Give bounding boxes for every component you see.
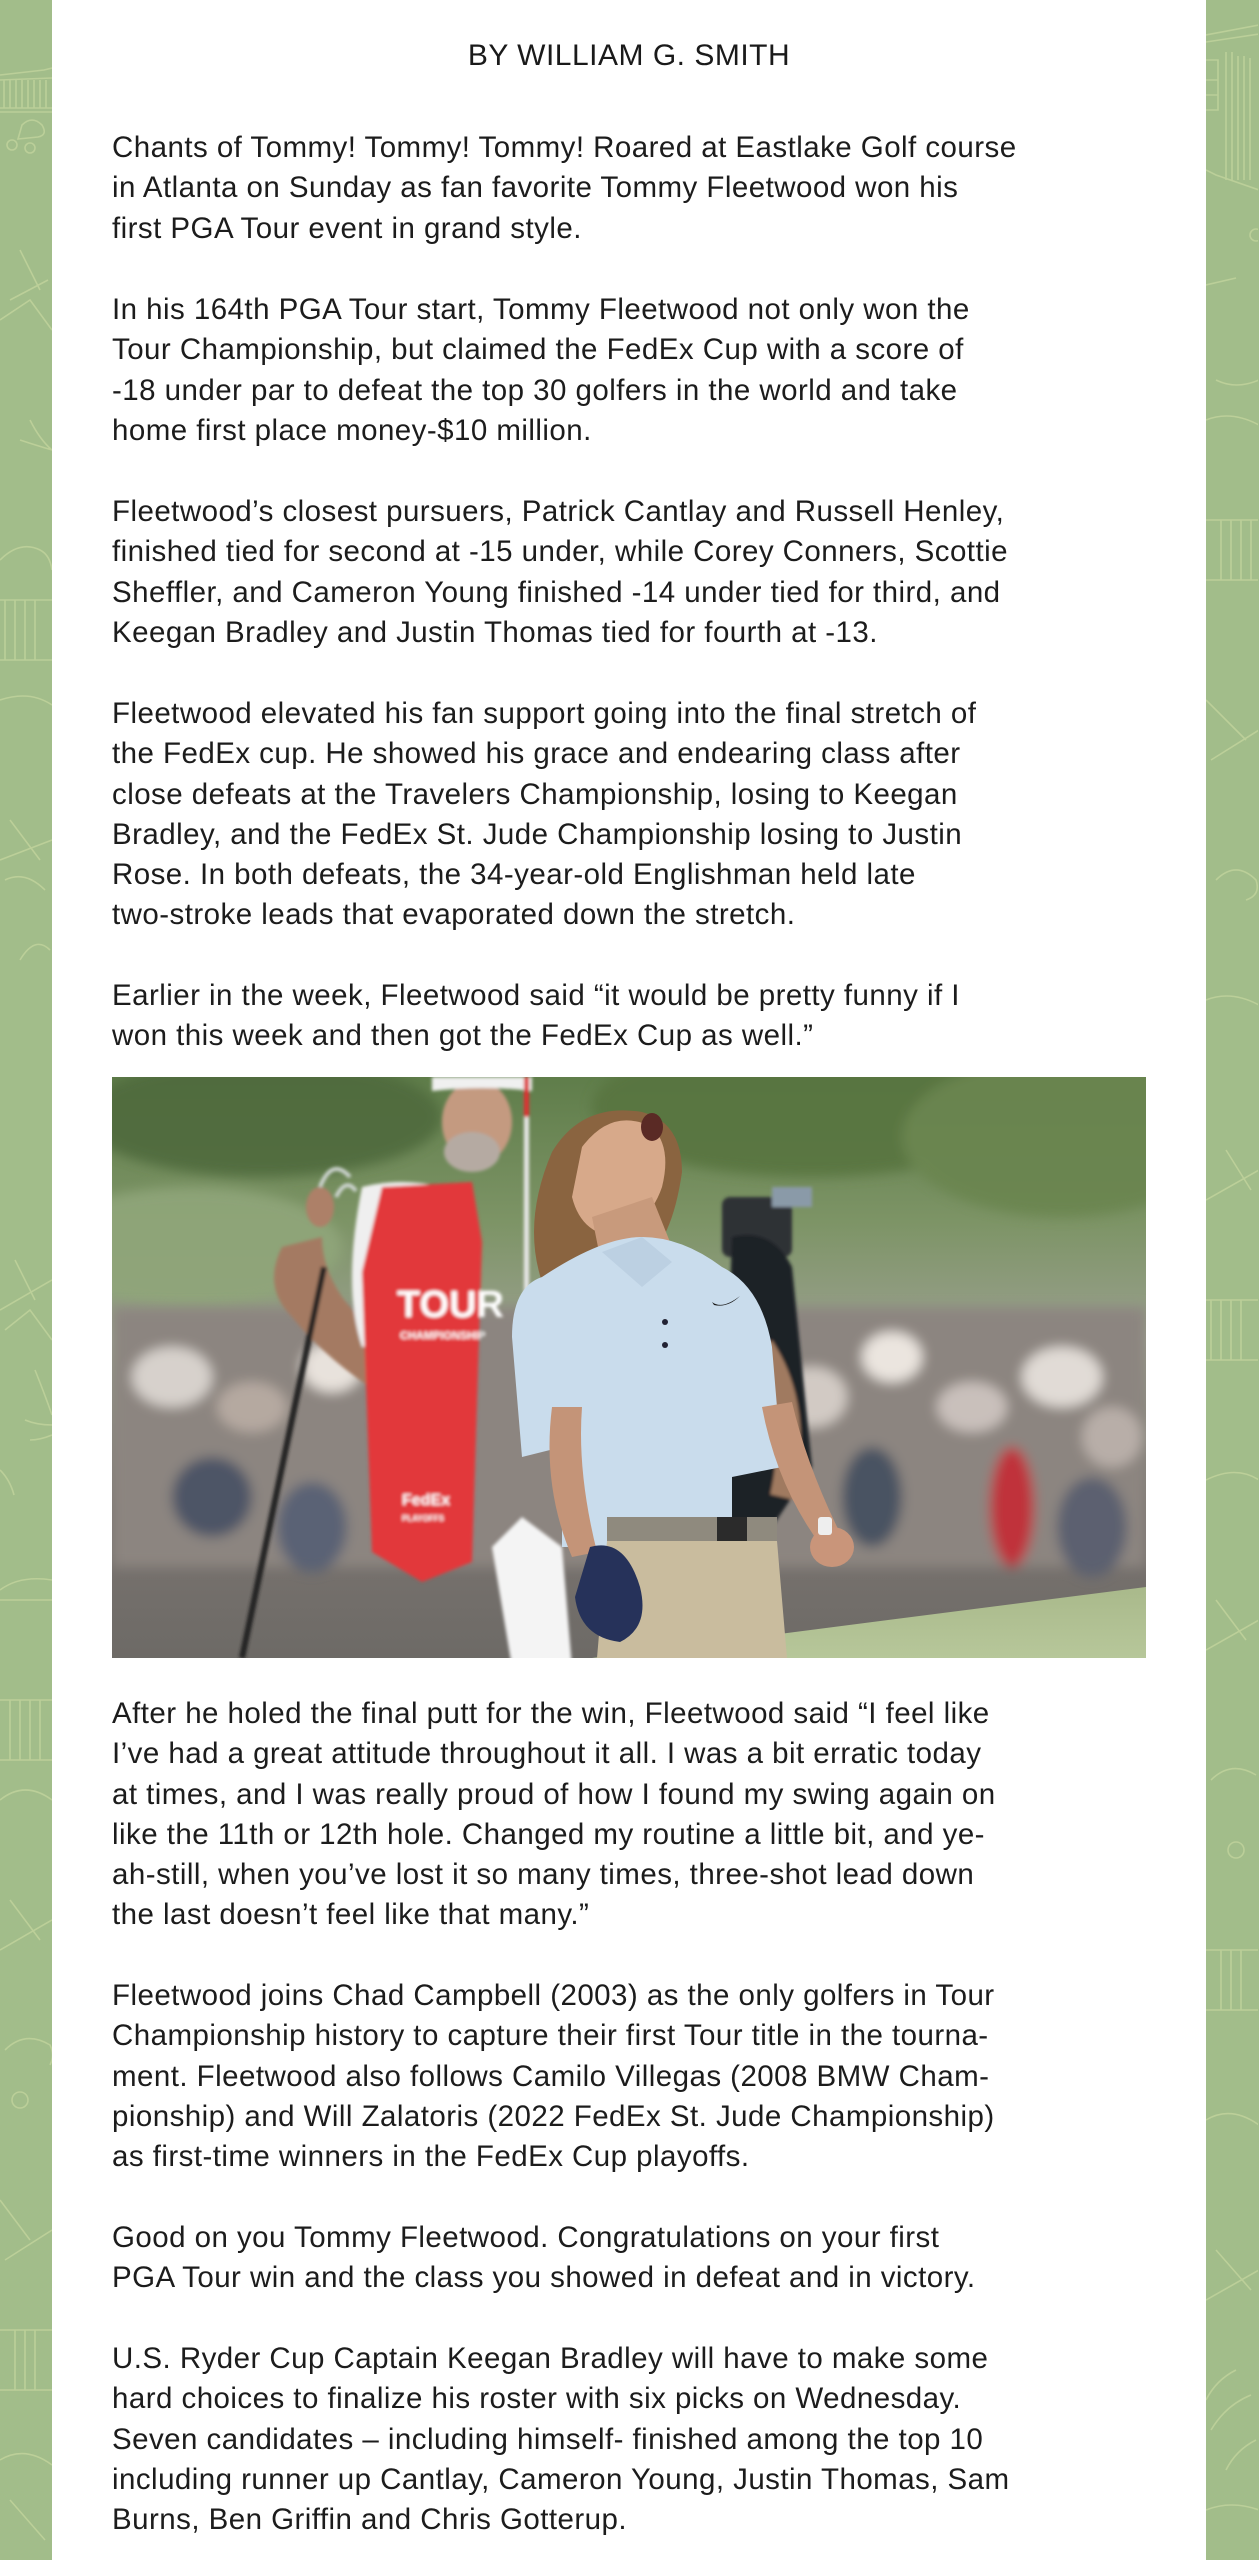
paragraph-line: Fleetwood joins Chad Campbell (2003) as the only golfers in Tour (112, 1979, 995, 2012)
paragraph-line: Good on you Tommy Fleetwood. Congratulations on your first (112, 2221, 940, 2254)
paragraph-line: Championship history to capture their first Tour title in the tourna- (112, 2019, 989, 2053)
paragraph-line: as first-time winners in the FedEx Cup playoffs. (112, 2140, 750, 2174)
paragraph-line: Fleetwood elevated his fan support going into the final stretch of (112, 697, 977, 730)
paragraph-line: Seven candidates – including himself- finished among the top 10 (112, 2422, 984, 2456)
article-panel (52, 0, 1206, 2560)
paragraph-line: like the 11th or 12th hole. Changed my routine a little bit, and ye- (112, 1817, 985, 1851)
paragraph-line: Burns, Ben Griffin and Chris Gotterup. (112, 2503, 628, 2537)
photo-fleetwood-celebration (112, 1077, 1146, 1658)
paragraph-line: ah-still, when you’ve lost it so many times, three-shot lead down (112, 1858, 975, 1892)
paragraph-line: in Atlanta on Sunday as fan favorite Tommy Fleetwood won his (112, 171, 959, 205)
paragraph-line: Sheffler, and Cameron Young finished -14 under tied for third, and (112, 575, 1001, 609)
vest-logo-text: TOUR (397, 1284, 504, 1326)
paragraph-line: Rose. In both defeats, the 34-year-old Englishman held late (112, 858, 916, 892)
paragraph-line: In his 164th PGA Tour start, Tommy Fleetwood not only won the (112, 293, 970, 326)
paragraph-line: pionship) and Will Zalatoris (2022 FedEx St. Jude Championship) (112, 2099, 995, 2133)
paragraph-line: at times, and I was really proud of how I found my swing again on (112, 1777, 996, 1811)
paragraph-line: U.S. Ryder Cup Captain Keegan Bradley will have to make some (112, 2342, 989, 2375)
paragraph-line: PGA Tour win and the class you showed in defeat and in victory. (112, 2261, 976, 2295)
article-paragraph (112, 976, 1172, 1057)
vest-logo-subtext: CHAMPIONSHIP (400, 1330, 486, 1342)
left-decorative-border (0, 0, 52, 2560)
paragraph-line: Fleetwood’s closest pursuers, Patrick Cantlay and Russell Henley, (112, 495, 1005, 528)
paragraph-line: finished tied for second at -15 under, while Corey Conners, Scottie (112, 535, 1008, 569)
paragraph-line: two-stroke leads that evaporated down the stretch. (112, 898, 796, 932)
article-photo (112, 1077, 1146, 1658)
article-paragraph (112, 2339, 1172, 2540)
paragraph-line: hard choices to finalize his roster with six picks on Wednesday. (112, 2382, 962, 2416)
paragraph-line: including runner up Cantlay, Cameron Young, Justin Thomas, Sam (112, 2462, 1010, 2496)
paragraph-line: won this week and then got the FedEx Cup as well.” (112, 1019, 814, 1053)
paragraph-line: Bradley, and the FedEx St. Jude Championship losing to Justin (112, 817, 963, 851)
article-paragraph (112, 1694, 1172, 1936)
paragraph-line: Keegan Bradley and Justin Thomas tied for fourth at -13. (112, 615, 878, 649)
paragraph-line: close defeats at the Travelers Championship, losing to Keegan (112, 777, 958, 811)
article-paragraph (112, 128, 1172, 249)
line-art-pattern-right (1206, 0, 1258, 2560)
article-paragraph (112, 492, 1172, 653)
paragraph-line: After he holed the final putt for the win, Fleetwood said “I feel like (112, 1697, 990, 1730)
vest-sponsor-subtext: PLAYOFFS (402, 1514, 444, 1523)
paragraph-line: the last doesn’t feel like that many.” (112, 1898, 590, 1932)
paragraph-line: I’ve had a great attitude throughout it all. I was a bit erratic today (112, 1737, 982, 1771)
paragraph-line: Chants of Tommy! Tommy! Tommy! Roared at Eastlake Golf course (112, 131, 1017, 164)
article-paragraph (112, 2218, 1172, 2299)
article-paragraph (112, 290, 1172, 451)
vest-sponsor-text: FedEx (402, 1492, 451, 1509)
paragraph-line: Earlier in the week, Fleetwood said “it would be pretty funny if I (112, 979, 960, 1012)
right-decorative-border (1206, 0, 1258, 2560)
article-paragraph (112, 694, 1172, 936)
paragraph-line: -18 under par to defeat the top 30 golfers in the world and take (112, 373, 958, 407)
line-art-pattern-left (0, 0, 52, 2560)
paragraph-line: ment. Fleetwood also follows Camilo Villegas (2008 BMW Cham- (112, 2059, 990, 2093)
paragraph-line: the FedEx cup. He showed his grace and endearing class after (112, 737, 961, 771)
article-paragraph (112, 1976, 1172, 2177)
paragraph-line: Tour Championship, but claimed the FedEx Cup with a score of (112, 333, 964, 367)
paragraph-line: first PGA Tour event in grand style. (112, 211, 582, 245)
article-byline: BY WILLIAM G. SMITH (467, 39, 791, 72)
paragraph-line: home first place money-$10 million. (112, 413, 592, 447)
